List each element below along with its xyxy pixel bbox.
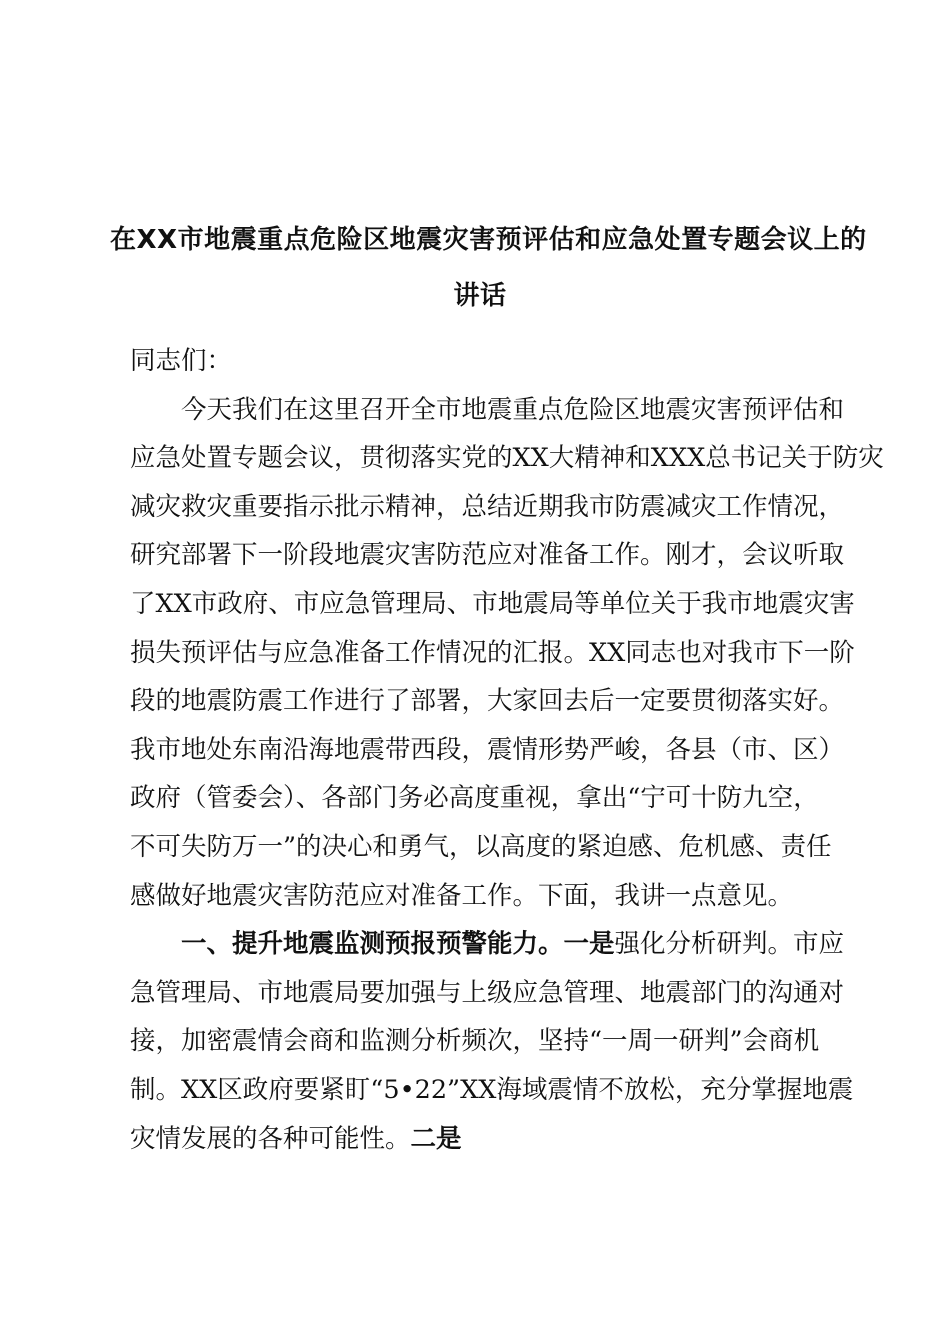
paragraph-line: 我市地处东南沿海地震带西段，震情形势严峻，各县（市、区） [130, 734, 845, 765]
section-line: 制。XX区政府要紧盯“5•22”XX海域震情不放松，充分掌握地震 [130, 1074, 854, 1105]
section-heading: 一、提升地震监测预报预警能力。 [181, 929, 564, 960]
paragraph-line: 减灾救灾重要指示批示精神，总结近期我市防震减灾工作情况， [130, 491, 845, 522]
paragraph-line: 政府（管委会）、各部门务必高度重视，拿出“宁可十防九空， [130, 783, 819, 814]
paragraph-line: 应急处置专题会议，贯彻落实党的XX大精神和XXX总书记关于防灾 [130, 443, 884, 474]
point-label: 一是 [563, 929, 615, 960]
section-line: 接，加密震情会商和监测分析频次，坚持“一周一研判”会商机 [130, 1026, 820, 1057]
paragraph-line: 了XX市政府、市应急管理局、市地震局等单位关于我市地震灾害 [130, 588, 855, 619]
paragraph-line: 损失预评估与应急准备工作情况的汇报。XX同志也对我市下一阶 [130, 637, 855, 668]
paragraph-line: 段的地震防震工作进行了部署，大家回去后一定要贯彻落实好。 [130, 686, 845, 717]
section-line: 急管理局、市地震局要加强与上级应急管理、地震部门的沟通对 [130, 977, 845, 1008]
section-line [130, 920, 860, 969]
document-body [130, 337, 884, 1163]
salutation: 同志们： [130, 346, 233, 376]
paragraph-line: 研究部署下一阶段地震灾害防范应对准备工作。刚才，会议听取 [130, 540, 845, 571]
section-text: 强化分析研判。市应 [614, 929, 845, 960]
point-label: 二是 [410, 1123, 462, 1154]
paragraph-line: 感做好地震灾害防范应对准备工作。下面，我讲一点意见。 [130, 880, 794, 911]
title-line: 在XX市地震重点危险区地震灾害预评估和应急处置专题会议上的 [110, 225, 867, 255]
section-line [130, 1115, 860, 1164]
title-line: 讲话 [453, 281, 507, 311]
document-title [110, 212, 867, 324]
paragraph-line: 不可失防万一”的决心和勇气，以高度的紧迫感、危机感、责任 [130, 831, 832, 862]
paragraph-line: 今天我们在这里召开全市地震重点危险区地震灾害预评估和 [181, 394, 845, 425]
section-text: 灾情发展的各种可能性。 [130, 1123, 411, 1154]
